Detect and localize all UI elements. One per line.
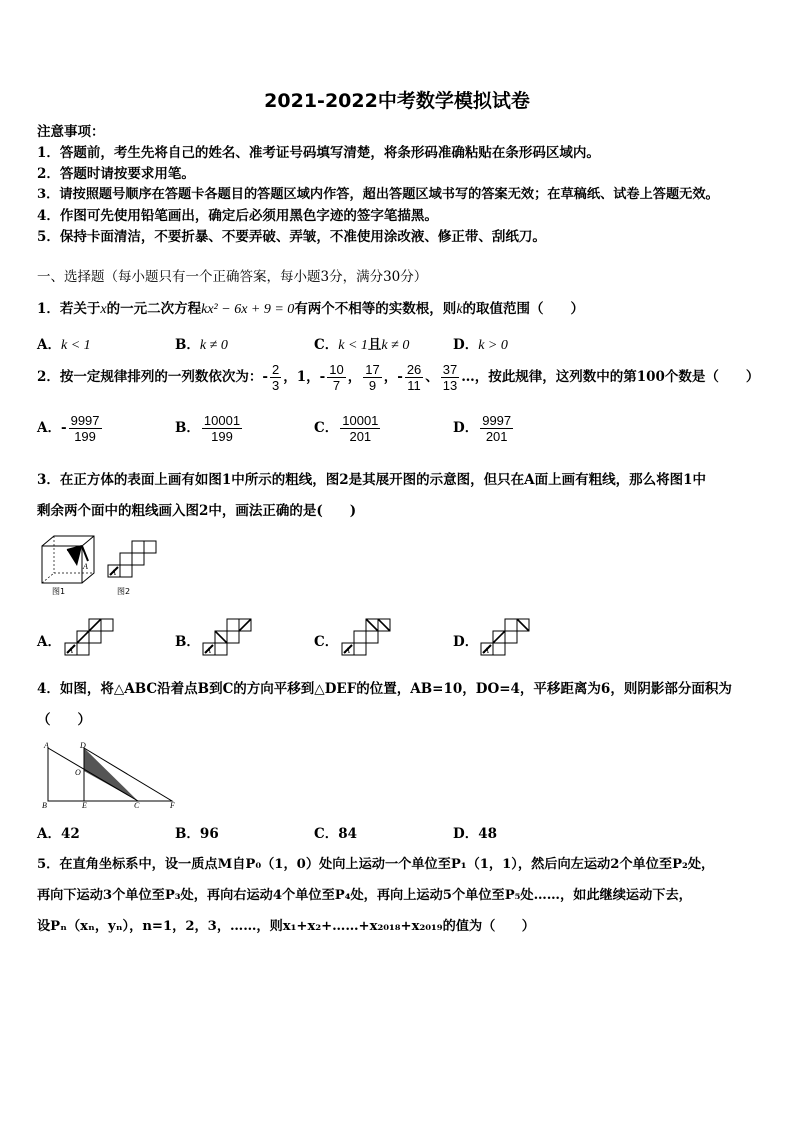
q3-figure-1-cube [40, 533, 100, 595]
option-a-face-label: A [68, 646, 73, 655]
question-3-line-2: 剩余两个面中的粗线画入图2中，画法正确的是( ) [37, 503, 357, 519]
q1-option-d[interactable]: D．k > 0 [453, 337, 508, 353]
label-o: O [75, 768, 81, 777]
q1-option-a[interactable]: A．k < 1 [37, 337, 91, 353]
q4-option-d[interactable]: D．48 [453, 826, 498, 842]
label-b: B [42, 801, 47, 810]
q4-triangle-figure [40, 738, 180, 810]
q3-option-a-net[interactable] [64, 617, 116, 657]
option-c-face-label: A [345, 646, 350, 655]
fig1-caption: 图1 [52, 587, 66, 596]
q3-option-a[interactable]: A． [37, 634, 61, 650]
notice-item-1: 1．答题前，考生先将自己的姓名、准考证号码填写清楚，将条形码准确粘贴在条形码区域内。 [37, 145, 600, 161]
label-c: C [134, 801, 140, 810]
q3-option-c[interactable]: C． [314, 634, 339, 650]
q2-option-b[interactable]: B． $\frac{10001}{199}$ [175, 413, 241, 444]
q3-option-b-net[interactable] [202, 617, 254, 657]
label-d: D [80, 741, 86, 750]
notice-heading: 注意事项： [37, 124, 105, 140]
question-5-line-2: 再向下运动3个单位至P₃处，再向右运动4个单位至P₄处，再向上运动5个单位至P₅处……，如此继续运动下去， [37, 888, 692, 903]
question-4-line-1: 4．如图，将△ABC沿着点B到C的方向平移到△DEF的位置，AB=10，DO=4，平移距离为6，则阴影部分面积为 [37, 681, 732, 697]
label-f: F [170, 801, 175, 810]
label-e: E [82, 801, 87, 810]
fig2-face-a-label: A [111, 568, 116, 577]
q3-option-d[interactable]: D． [453, 634, 479, 650]
notice-item-2: 2．答题时请按要求用笔。 [37, 166, 195, 182]
notice-item-5: 5．保持卡面清洁，不要折暴、不要弄破、弄皱，不准使用涂改液、修正带、刮纸刀。 [37, 229, 546, 245]
q3-option-d-net[interactable] [480, 617, 532, 657]
notice-item-4: 4．作图可先使用铅笔画出，确定后必须用黑色字迹的签字笔描黑。 [37, 208, 438, 224]
q4-option-a[interactable]: A．42 [37, 826, 80, 842]
section-heading: 一、选择题（每小题只有一个正确答案，每小题3分，满分30分） [37, 269, 428, 285]
q2-option-c[interactable]: C． $\frac{10001}{201}$ [314, 413, 379, 444]
q1-option-b[interactable]: B．k ≠ 0 [175, 337, 228, 353]
q2-option-a[interactable]: A．- $\frac{9997}{199}$ [37, 413, 100, 444]
page-title: 2021-2022中考数学模拟试卷 [264, 90, 530, 112]
q4-option-c[interactable]: C．84 [314, 826, 358, 842]
q2-option-d[interactable]: D． $\frac{9997}{201}$ [453, 413, 512, 444]
question-1: 1．若关于x的一元二次方程kx² − 6x + 9 = 0有两个不相等的实数根，则k的取值范围（ ） [37, 301, 585, 317]
notice-item-3: 3．请按照题号顺序在答题卡各题目的答题区域内作答，超出答题区域书写的答案无效；在草稿纸、试卷上答题无效。 [37, 187, 719, 202]
q3-option-c-net[interactable] [341, 617, 393, 657]
question-5-line-3: 设Pₙ（xₙ，yₙ），n=1，2，3，……，则x₁+x₂+……+x₂₀₁₈+x₂₀₁₉的值为（ ） [37, 919, 535, 934]
q4-option-b[interactable]: B．96 [175, 826, 219, 842]
question-5-line-1: 5．在直角坐标系中，设一质点M自P₀（1，0）处向上运动一个单位至P₁（1，1），然后向左运动2个单位至P₂处， [37, 857, 715, 872]
label-a: A [44, 741, 49, 750]
fig2-caption: 图2 [117, 587, 131, 596]
q3-figure-2-net [107, 540, 162, 596]
option-b-face-label: A [206, 646, 211, 655]
q3-option-b[interactable]: B． [175, 634, 200, 650]
option-d-face-label: A [484, 646, 489, 655]
question-2: 2．按一定规律排列的一列数依次为：- $\frac{2}{3}$ ，1，- $\frac{10}{7}$ ， $\frac{17}{9}$ ，- $\frac{26}{11}$ 、 $\frac{37}{13}$ …，按此规律，这列数中的第100个数是（ ） [37, 362, 760, 393]
question-3-line-1: 3．在正方体的表面上画有如图1中所示的粗线，图2是其展开图的示意图，但只在A面上画有粗线，那么将图1中 [37, 472, 707, 488]
question-4-line-2: （ ） [37, 712, 91, 728]
fig1-face-a-label: A [83, 562, 88, 571]
q1-option-c[interactable]: C．k < 1且k ≠ 0 [314, 337, 410, 353]
